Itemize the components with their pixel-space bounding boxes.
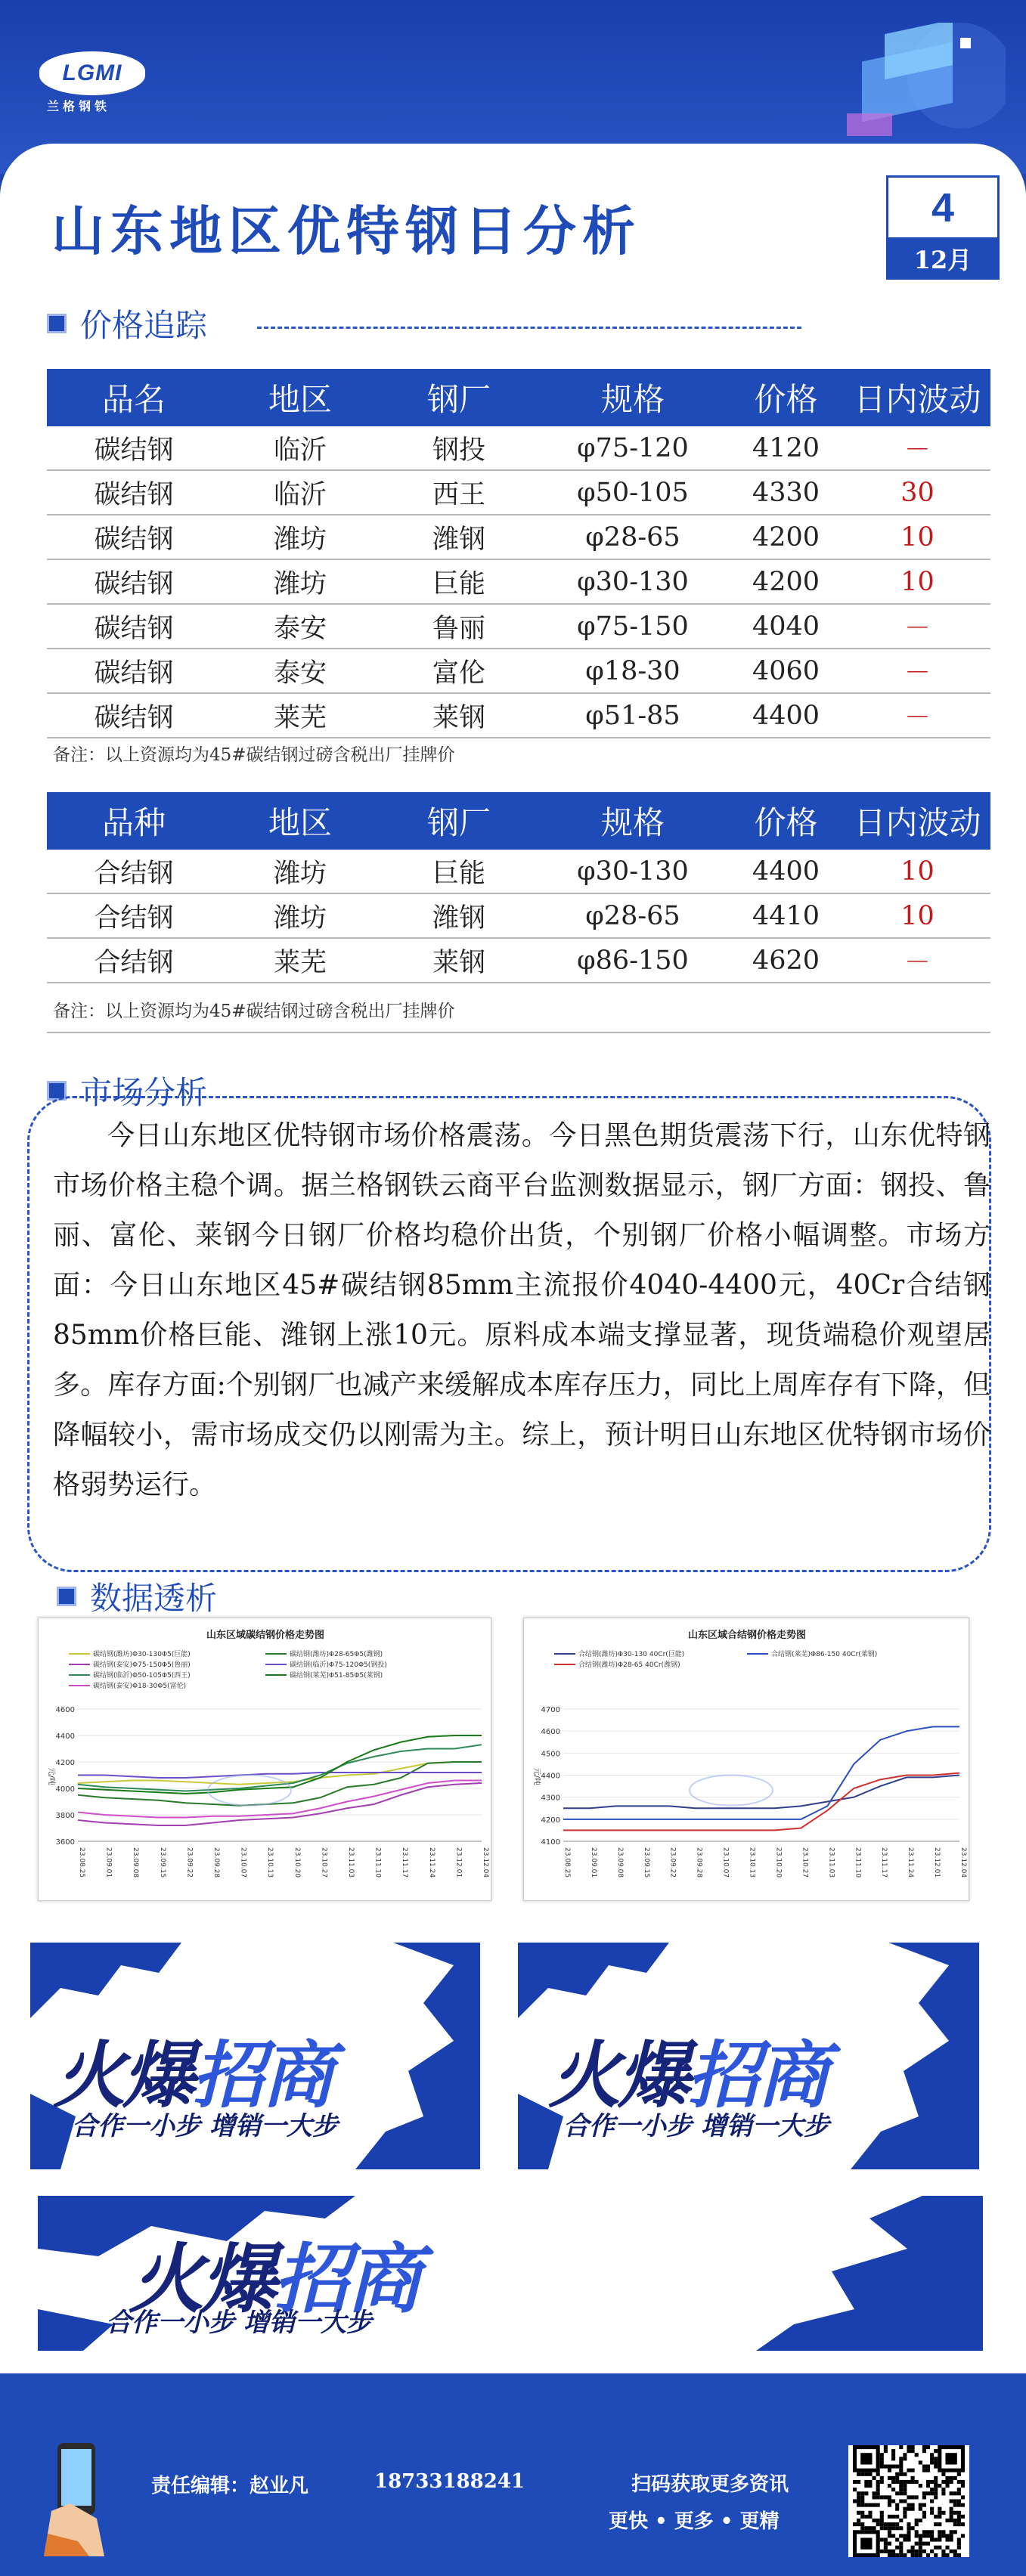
table-cell: 碳结钢 (94, 435, 174, 466)
x-tick-label: 23.11.17 (880, 1847, 888, 1878)
table-row (47, 694, 990, 738)
divider (257, 327, 801, 329)
table-cell: 碳结钢 (94, 658, 174, 689)
y-tick-label: 4600 (55, 1706, 75, 1714)
section-bullet-icon (57, 1587, 76, 1606)
x-tick-label: 23.11.03 (347, 1847, 355, 1878)
column-header: 钢厂 (426, 381, 491, 418)
table-row (47, 560, 990, 605)
y-tick-label: 4400 (541, 1772, 560, 1781)
table-cell: 潍坊 (273, 858, 327, 889)
x-tick-label: 23.11.24 (427, 1847, 436, 1878)
table-note: 备注：以上资源均为45#碳结钢过磅含税出厂挂牌价 (47, 986, 990, 1033)
column-header: 钢厂 (426, 804, 491, 841)
table-cell: 碳结钢 (94, 479, 174, 510)
legend-entry: 合结钢(莱芜)Φ86-150 40Cr(莱钢) (771, 1651, 878, 1658)
table-cell: 临沂 (273, 435, 327, 466)
x-tick-label: 23.11.03 (827, 1847, 835, 1878)
y-axis-label: 元/吨 (47, 1767, 55, 1785)
column-header: 价格 (754, 381, 818, 418)
y-tick-label: 4500 (541, 1750, 560, 1759)
carbon-steel-chart (38, 1618, 491, 1901)
table-cell: － (904, 658, 931, 689)
table-cell: 4330 (752, 477, 820, 508)
y-tick-label: 4100 (541, 1838, 560, 1847)
x-tick-label: 23.09.28 (695, 1847, 703, 1878)
table-row (47, 471, 990, 516)
carbon-steel-table (47, 369, 990, 767)
table-cell: 4620 (752, 945, 820, 976)
table-cell: 泰安 (273, 658, 327, 689)
x-tick-label: 23.12.04 (959, 1847, 967, 1878)
table-row (47, 649, 990, 694)
legend-entry: 合结钢(潍坊)Φ30-130 40Cr(巨能) (578, 1651, 685, 1658)
legend-entry: 碳结钢(临沂)Φ50-105Φ5(西王) (93, 1672, 191, 1680)
table-cell: 10 (900, 522, 935, 553)
x-tick-label: 23.09.15 (158, 1847, 166, 1878)
date-badge (886, 175, 1000, 280)
y-tick-label: 4400 (55, 1732, 75, 1741)
table-cell: 潍钢 (432, 903, 485, 933)
legend-entry: 合结钢(潍坊)Φ28-65 40Cr(潍钢) (578, 1661, 680, 1669)
table-cell: φ86-150 (577, 945, 689, 976)
qr-caption: 扫码获取更多资讯 (631, 2473, 789, 2496)
x-tick-label: 23.10.27 (320, 1847, 328, 1878)
x-tick-label: 23.09.01 (104, 1847, 113, 1878)
market-analysis-text: 今日山东地区优特钢市场价格震荡。今日黑色期货震荡下行，山东优特钢市场价格主稳个调。据兰格钢铁云商平台监测数据显示，钢厂方面：钢投、鲁丽、富伦、莱钢今日钢厂价格均稳价出货，个别钢厂价格小幅调整。市场方面：今日山东地区45#碳结钢85mm主流报价4040-4400元，40Cr合结钢85mm价格巨能、潍钢上涨10元。原料成本端支撑显著，现货端稳价观望居多。库存方面:个别钢厂也减产来缓解成本库存压力，同比上周库存有下降，但降幅较小，需市场成交仍以刚需为主。综上，预计明日山东地区优特钢市场价格弱势运行。 (53, 1120, 990, 1500)
date-month: 12月 (886, 237, 1000, 280)
phone-hand-icon (44, 2443, 116, 2556)
section-data: 数据透析 (57, 1574, 217, 1619)
y-axis-label: 元/吨 (532, 1767, 541, 1785)
table-cell: 4200 (752, 522, 820, 553)
ad-banner-wide[interactable]: 火爆招商 合作一小步 增销一大步 (38, 2196, 983, 2351)
column-header: 品名 (101, 381, 166, 418)
section-market: 市场分析 (47, 1068, 207, 1113)
column-header: 规格 (600, 381, 665, 418)
y-tick-label: 4300 (541, 1794, 560, 1803)
table-cell: 莱钢 (432, 947, 485, 978)
table-cell: 10 (900, 900, 935, 931)
x-tick-label: 23.11.17 (401, 1847, 409, 1878)
x-tick-label: 23.12.01 (454, 1847, 463, 1878)
ad-banner-left[interactable]: 火爆招商 合作一小步 增销一大步 (30, 1943, 480, 2169)
table-cell: 西王 (432, 479, 485, 510)
x-tick-label: 23.10.07 (239, 1847, 247, 1878)
table-cell: 4410 (752, 900, 820, 931)
y-tick-label: 4200 (541, 1816, 560, 1825)
x-tick-label: 23.10.27 (801, 1847, 809, 1878)
x-tick-label: 23.09.22 (668, 1847, 677, 1878)
table-cell: φ30-130 (577, 856, 689, 887)
column-header: 价格 (754, 804, 818, 841)
legend-entry: 碳结钢(泰安)Φ75-150Φ5(鲁丽) (93, 1661, 191, 1669)
table-row (47, 850, 990, 894)
table-cell: 合结钢 (94, 947, 174, 978)
table-cell: 富伦 (432, 658, 485, 689)
column-header: 品种 (101, 804, 166, 841)
x-tick-label: 23.11.10 (374, 1847, 382, 1878)
x-tick-label: 23.10.07 (721, 1847, 730, 1878)
chart-title: 山东区域碳结钢价格走势图 (206, 1630, 325, 1641)
table-cell: 合结钢 (94, 858, 174, 889)
table-header (47, 369, 990, 426)
x-tick-label: 23.09.28 (212, 1847, 220, 1878)
qr-code-icon[interactable] (848, 2445, 969, 2557)
x-tick-label: 23.09.15 (642, 1847, 650, 1878)
alloy-steel-table (47, 792, 990, 983)
slogan: 更快 • 更多 • 更精 (609, 2510, 780, 2533)
table-header (47, 792, 990, 850)
x-tick-label: 23.09.22 (185, 1847, 194, 1878)
x-tick-label: 23.09.08 (615, 1847, 624, 1878)
legend-entry: 碳结钢(潍坊)Φ30-130Φ5(巨能) (93, 1651, 191, 1658)
table-cell: φ50-105 (577, 477, 689, 508)
table-cell: 鲁丽 (432, 613, 485, 644)
table-cell: 钢投 (432, 435, 485, 466)
table-cell: 碳结钢 (94, 524, 174, 555)
chart-title: 山东区域合结钢价格走势图 (687, 1630, 807, 1641)
logo-text: LGMI (62, 60, 122, 85)
table-cell: 30 (900, 477, 935, 508)
x-tick-label: 23.08.25 (78, 1847, 85, 1878)
editor-phone: 18733188241 (374, 2470, 525, 2493)
table-cell: － (904, 613, 931, 644)
x-tick-label: 23.12.01 (933, 1847, 941, 1878)
table-row (47, 894, 990, 939)
y-tick-label: 4200 (55, 1759, 75, 1767)
brand-logo (39, 51, 145, 95)
ad-banner-right[interactable]: 火爆招商 合作一小步 增销一大步 (518, 1943, 979, 2169)
editor-label: 责任编辑：赵业凡 (151, 2475, 309, 2497)
table-cell: φ51-85 (585, 700, 680, 731)
table-cell: 10 (900, 856, 935, 887)
table-cell: 巨能 (432, 858, 485, 889)
table-cell: 4060 (752, 655, 820, 686)
x-tick-label: 23.08.25 (563, 1847, 571, 1878)
table-cell: 4120 (752, 432, 820, 463)
x-tick-label: 23.10.13 (748, 1847, 756, 1878)
table-cell: φ28-65 (585, 522, 680, 553)
x-tick-label: 23.10.13 (266, 1847, 274, 1878)
table-cell: 合结钢 (94, 903, 174, 933)
legend-entry: 碳结钢(莱芜)Φ51-85Φ5(莱钢) (290, 1672, 383, 1680)
x-tick-label: 23.09.08 (132, 1847, 140, 1878)
table-cell: 4040 (752, 611, 820, 642)
table-cell: － (904, 435, 931, 466)
y-tick-label: 4600 (541, 1728, 560, 1737)
column-header: 日内波动 (854, 804, 981, 841)
y-tick-label: 3600 (55, 1838, 75, 1847)
x-tick-label: 23.10.20 (293, 1847, 301, 1878)
y-tick-label: 4700 (541, 1706, 560, 1714)
table-cell: φ30-130 (577, 566, 689, 597)
table-row (47, 516, 990, 560)
table-cell: 潍钢 (432, 524, 485, 555)
table-cell: － (904, 702, 931, 733)
table-cell: 碳结钢 (94, 568, 174, 599)
table-cell: 4400 (752, 700, 820, 731)
table-cell: 潍坊 (273, 903, 327, 933)
table-cell: 碳结钢 (94, 702, 174, 733)
table-cell: 4200 (752, 566, 820, 597)
table-cell: 莱芜 (273, 702, 327, 733)
table-note: 备注：以上资源均为45#碳结钢过磅含税出厂挂牌价 (53, 745, 455, 765)
legend-entry: 碳结钢(临沂)Φ75-120Φ5(钢投) (290, 1661, 387, 1669)
x-tick-label: 23.11.24 (907, 1847, 915, 1878)
alloy-steel-chart (523, 1618, 969, 1901)
table-cell: 碳结钢 (94, 613, 174, 644)
table-cell: 潍坊 (273, 568, 327, 599)
table-cell: 4400 (752, 856, 820, 887)
table-cell: 10 (900, 566, 935, 597)
x-tick-label: 23.09.01 (589, 1847, 597, 1878)
table-cell: 莱芜 (273, 947, 327, 978)
x-tick-label: 23.11.10 (854, 1847, 862, 1878)
x-tick-label: 23.12.04 (482, 1847, 489, 1878)
table-cell: φ18-30 (585, 655, 680, 686)
section-price: 价格追踪 (47, 301, 207, 346)
column-header: 地区 (268, 804, 332, 841)
x-tick-label: 23.10.20 (774, 1847, 783, 1878)
table-cell: φ28-65 (585, 900, 680, 931)
table-cell: 巨能 (432, 568, 485, 599)
page-title: 山东地区优特钢日分析 (51, 200, 641, 262)
table-row (47, 939, 990, 983)
table-cell: 泰安 (273, 613, 327, 644)
table-row (47, 605, 990, 649)
table-row (47, 426, 990, 471)
table-cell: － (904, 947, 931, 978)
y-tick-label: 3800 (55, 1812, 75, 1820)
column-header: 日内波动 (854, 381, 981, 418)
table-cell: 潍坊 (273, 524, 327, 555)
legend-entry: 碳结钢(潍坊)Φ28-65Φ5(潍钢) (290, 1651, 383, 1658)
table-cell: φ75-120 (577, 432, 689, 463)
date-day: 4 (886, 175, 1000, 237)
column-header: 地区 (268, 381, 332, 418)
legend-entry: 碳结钢(泰安)Φ18-30Φ5(富伦) (93, 1683, 187, 1690)
logo-caption: 兰格钢铁 (47, 99, 111, 113)
table-cell: φ75-150 (577, 611, 689, 642)
table-cell: 莱钢 (432, 702, 485, 733)
y-tick-label: 4000 (55, 1785, 75, 1794)
section-bullet-icon (47, 314, 67, 333)
table-cell: 临沂 (273, 479, 327, 510)
column-header: 规格 (600, 804, 665, 841)
